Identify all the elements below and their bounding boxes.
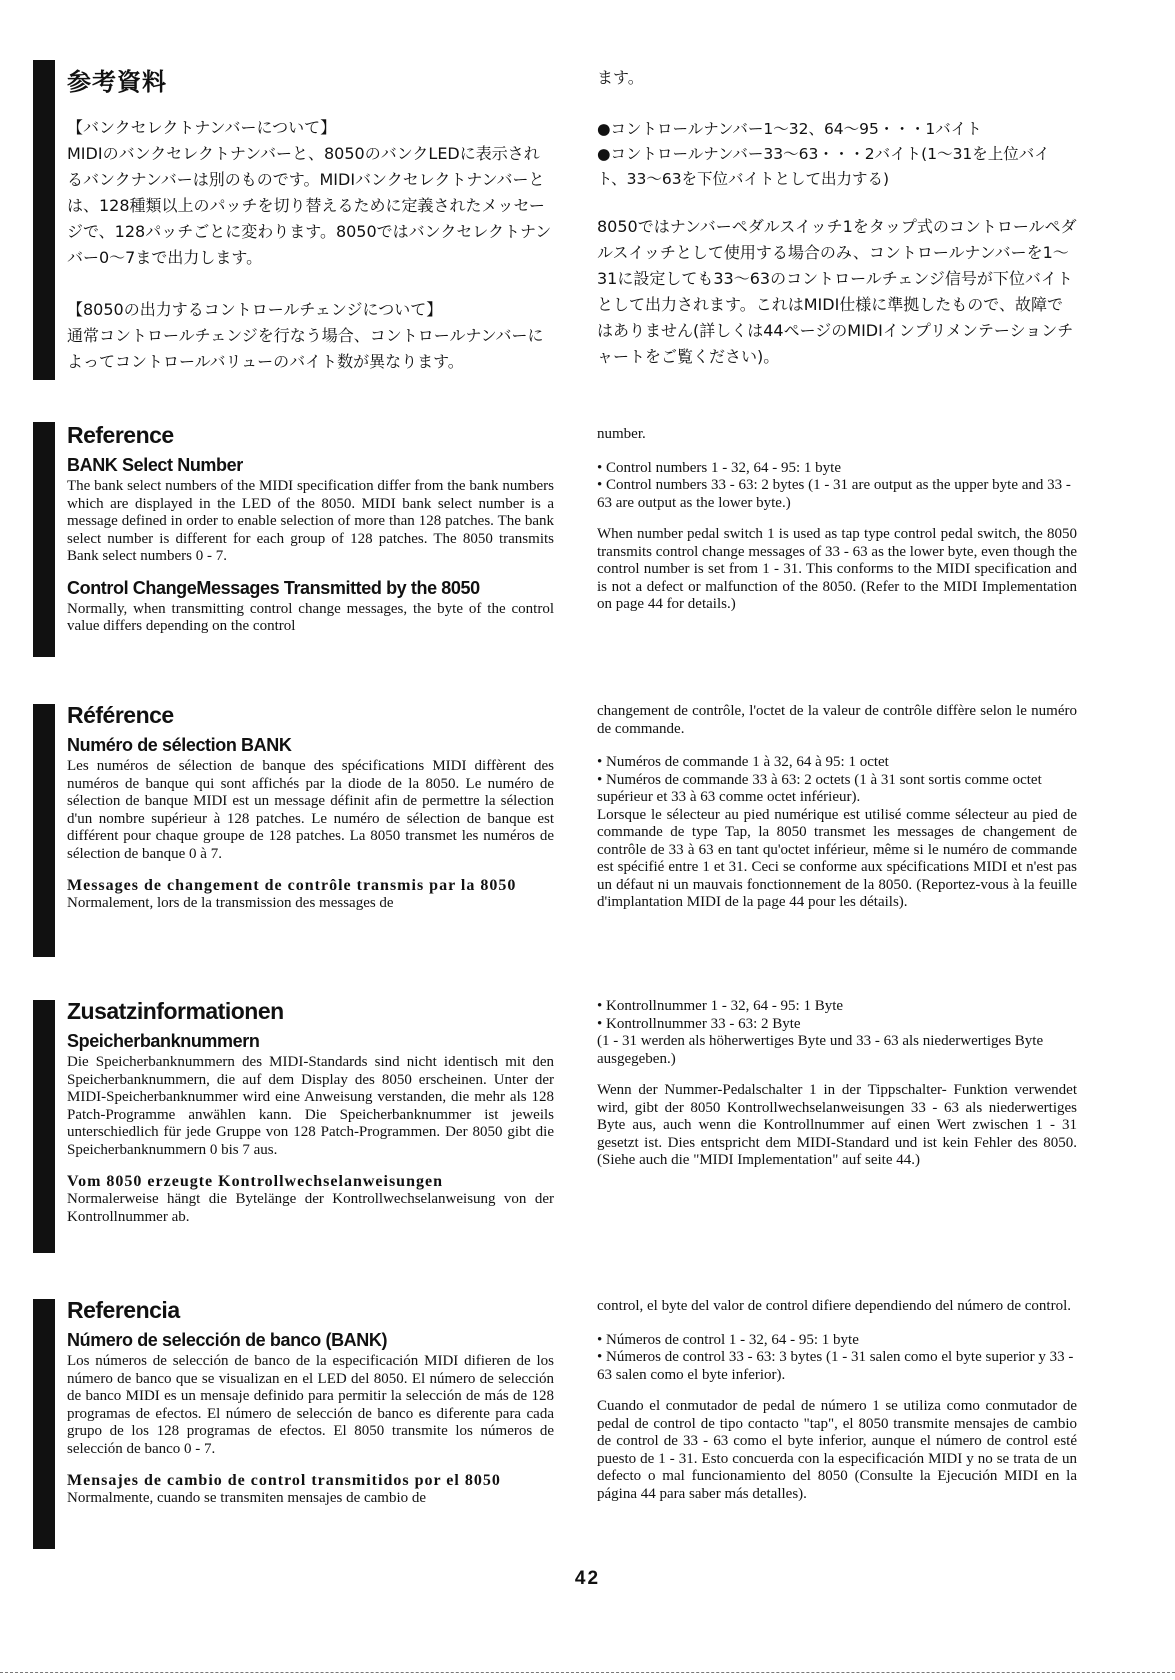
cc-heading: 【8050の出力するコントロールチェンジについて】 — [67, 300, 443, 319]
bank-paragraph: Die Speicherbanknummern des MIDI-Standards sind nicht identisch mit den Speicherbanknummern, die auf dem Display des 8050 erscheinen. Unter der MIDI-Speicherbanknummer wird eine Anweisung verstanden, die mehr als 128 Patch-Programme anwählen kann. Die Speicherbanknummer ist jeweils unterschiedlich für jede Gruppe von 128 Patch-Programmen. Der 8050 gibt die Speicherbanknummern 0 bis 7 aus. — [67, 1054, 554, 1158]
cc-heading: Messages de changement de contrôle transmis par la 8050 — [67, 877, 517, 894]
cc-heading: Mensajes de cambio de control transmitidos por el 8050 — [67, 1472, 501, 1489]
section-bar — [33, 1299, 55, 1549]
section-french — [0, 702, 1175, 962]
bullet-1: • Control numbers 1 - 32, 64 - 95: 1 byte — [597, 459, 841, 476]
page-number: 42 — [574, 1568, 601, 1589]
bank-paragraph: MIDIのバンクセレクトナンバーと、8050のバンクLEDに表示されるバンクナンバーは別のものです。MIDIバンクセレクトナンバーとは、128種類以上のパッチを切り替えるために定義されたメッセージで、128パッチごとに変わります。8050ではバンクセレクトナンバー0〜7まで出力します。 — [67, 144, 552, 267]
section-japanese — [0, 60, 1175, 390]
section-title: Référence — [67, 702, 174, 728]
cc-paragraph: Normalmente, cuando se transmiten mensajes de cambio de — [67, 1490, 427, 1506]
continuation-text: number. — [597, 426, 646, 442]
bottom-rule — [0, 1672, 1175, 1673]
right-column — [597, 703, 1077, 912]
cc-paragraph: Normalerweise hängt die Bytelänge der Kontrollwechselanweisung von der Kontrollnummer ab. — [67, 1191, 554, 1225]
section-german — [0, 998, 1175, 1263]
continuation-text: ます。 — [597, 68, 644, 87]
note-paragraph: Wenn der Nummer-Pedalschalter 1 in der Tippschalter- Funktion verwendet wird, gibt der 8050 Kontrollwechselanweisungen 33 - 63 als niederwertiges Byte aus, auch wenn die Kontrollnummer auf einen Wert zwischen 1 - 31 gesetzt ist. Dies entspricht dem MIDI-Standard und ist kein Fehler des 8050. (Siehe auch die "MIDI Implementation" auf seite 44.) — [597, 1082, 1077, 1168]
bank-heading: Speicherbanknummern — [67, 1031, 260, 1051]
right-column — [597, 1298, 1077, 1503]
note-paragraph: Cuando el conmutador de pedal de número 1 se utiliza como conmutador de pedal de control de tipo contacto "tap", el 8050 transmite mensajes de cambio de control de 33 - 63 como el byte inferior, aunque el número de control esté puesto de 1 - 31. Esto concuerda con la especificación MIDI y no se trata de un defecto o mal funcionamiento del 8050 (Consulte la Ejecución MIDI en la página 44 para saber más detalles). — [597, 1398, 1077, 1502]
left-column — [67, 702, 554, 913]
cc-heading: Vom 8050 erzeugte Kontrollwechselanweisungen — [67, 1173, 443, 1190]
left-column — [67, 998, 554, 1226]
bullet-2: • Kontrollnummer 33 - 63: 2 Byte — [597, 1015, 801, 1032]
bullet-2: • Numéros de commande 33 à 63: 2 octets (1 à 31 sont sortis comme octet supérieur et 33 à 63 comme octet inférieur). — [597, 771, 1042, 805]
cc-paragraph: Normalement, lors de la transmission des messages de — [67, 895, 394, 911]
left-column — [67, 422, 554, 636]
section-spanish — [0, 1297, 1175, 1557]
left-column — [67, 1297, 554, 1508]
note-paragraph: 8050ではナンバーペダルスイッチ1をタップ式のコントロールペダルスイッチとして使用する場合のみ、コントロールナンバーを1〜31に設定しても33〜63のコントロールチェンジ信号が下位バイトとして出力されます。これはMIDI仕様に準拠したもので、故障ではありません(詳しくは44ページのMIDIインプリメンテーションチャートをご覧ください)。 — [597, 217, 1077, 366]
section-title: Zusatzinformationen — [67, 998, 284, 1024]
bullet-1: • Kontrollnummer 1 - 32, 64 - 95: 1 Byte — [597, 998, 844, 1014]
section-title: Referencia — [67, 1297, 180, 1323]
left-column — [67, 62, 554, 375]
section-title: 参考資料 — [67, 68, 167, 96]
bullet-2: • Números de control 33 - 63: 3 bytes (1 - 31 salen como el byte superior y 33 - 63 salen como el byte inferior). — [597, 1349, 1074, 1383]
right-column — [597, 426, 1077, 614]
right-column — [597, 998, 1077, 1170]
section-bar — [33, 422, 55, 657]
note-paragraph: Lorsque le sélecteur au pied numérique est utilisé comme sélecteur au pied de commande de type Tap, la 8050 transmet les messages de changement de contrôle de 33 à 63 en tant qu'octet inférieur, même si le numéro de commande est spécifié entre 1 et 31. Ceci se conforme aux spécifications MIDI et n'est pas un défaut ni un mauvais fonctionnement de la 8050. (Reportez-vous à la feuille d'implantation MIDI de la page 44 pour les détails). — [597, 806, 1077, 910]
bullet-1: • Números de control 1 - 32, 64 - 95: 1 byte — [597, 1331, 859, 1348]
bullet-1: ●コントロールナンバー1〜32、64〜95・・・1バイト — [597, 120, 982, 138]
cc-heading: Control ChangeMessages Transmitted by the 8050 — [67, 577, 480, 598]
continuation-text: control, el byte del valor de control difiere dependiendo del número de control. — [597, 1298, 1072, 1314]
right-column — [597, 65, 1077, 370]
note-paragraph: When number pedal switch 1 is used as tap type control pedal switch, the 8050 transmits control change messages of 33 - 63 as the lower byte, even though the control number is set from 1 - 31. This conforms to the MIDI specification and is not a defect or malfunction of the 8050. (Refer to the MIDI Implementation on page 44 for details.) — [597, 526, 1077, 612]
section-bar — [33, 60, 55, 380]
continuation-text: changement de contrôle, l'octet de la valeur de contrôle diffère selon le numéro de commande. — [597, 703, 1077, 737]
bank-paragraph: Les numéros de sélection de banque des spécifications MIDI diffèrent des numéros de banque qui sont affichés par la diode de la 8050. Le numéro de sélection de banque MIDI est un message définit afin de permettre la sélection d'un nombre supérieur à 128 patches. Le numéro de sélection de banque est différent pour chaque groupe de 128 patches. La 8050 transmet les numéros de sélection de banque 0 à 7. — [67, 758, 554, 862]
bank-heading: BANK Select Number — [67, 455, 243, 475]
bullet-2: • Control numbers 33 - 63: 2 bytes (1 - 31 are output as the upper byte and 33 - 63 are output as the lower byte.) — [597, 477, 1071, 511]
section-english — [0, 422, 1175, 672]
section-bar — [33, 1000, 55, 1253]
bullet-2: ●コントロールナンバー33〜63・・・2バイト(1〜31を上位バイト、33〜63を下位バイトとして出力する) — [597, 145, 1050, 188]
cc-paragraph: Normally, when transmitting control change messages, the byte of the control value differs depending on the control — [67, 600, 554, 634]
section-bar — [33, 704, 55, 957]
bullet-1: • Numéros de commande 1 à 32, 64 à 95: 1 octet — [597, 754, 889, 770]
bank-paragraph: Los números de selección de banco de la especificación MIDI difieren de los número de banco que se visualizan en el LED del 8050. El número de selección de banco MIDI es un mensaje definido para permitir la selección de más de 128 programas de efectos. El número de selección de banco es diferente para cada grupo de los 128 programas de efectos. El 8050 transmite los números de selección de banco 0 - 7. — [67, 1353, 554, 1457]
cc-paragraph: 通常コントロールチェンジを行なう場合、コントロールナンバーによってコントロールバリューのバイト数が異なります。 — [67, 326, 544, 371]
bullet-note: (1 - 31 werden als höherwertiges Byte und 33 - 63 als niederwertiges Byte ausgegeben.) — [597, 1033, 1044, 1067]
bank-heading: Numéro de sélection BANK — [67, 735, 292, 755]
bank-heading: Número de selección de banco (BANK) — [67, 1330, 388, 1350]
section-title: Reference — [67, 422, 174, 448]
bank-paragraph: The bank select numbers of the MIDI specification differ from the bank numbers which are displayed in the LED of the 8050. MIDI bank select number is a message defined in order to enable selection of more than 128 patches. The bank select number is different for each group of 128 patches. The 8050 transmits Bank select numbers 0 - 7. — [67, 478, 554, 564]
bank-heading: 【バンクセレクトナンバーについて】 — [67, 118, 337, 137]
